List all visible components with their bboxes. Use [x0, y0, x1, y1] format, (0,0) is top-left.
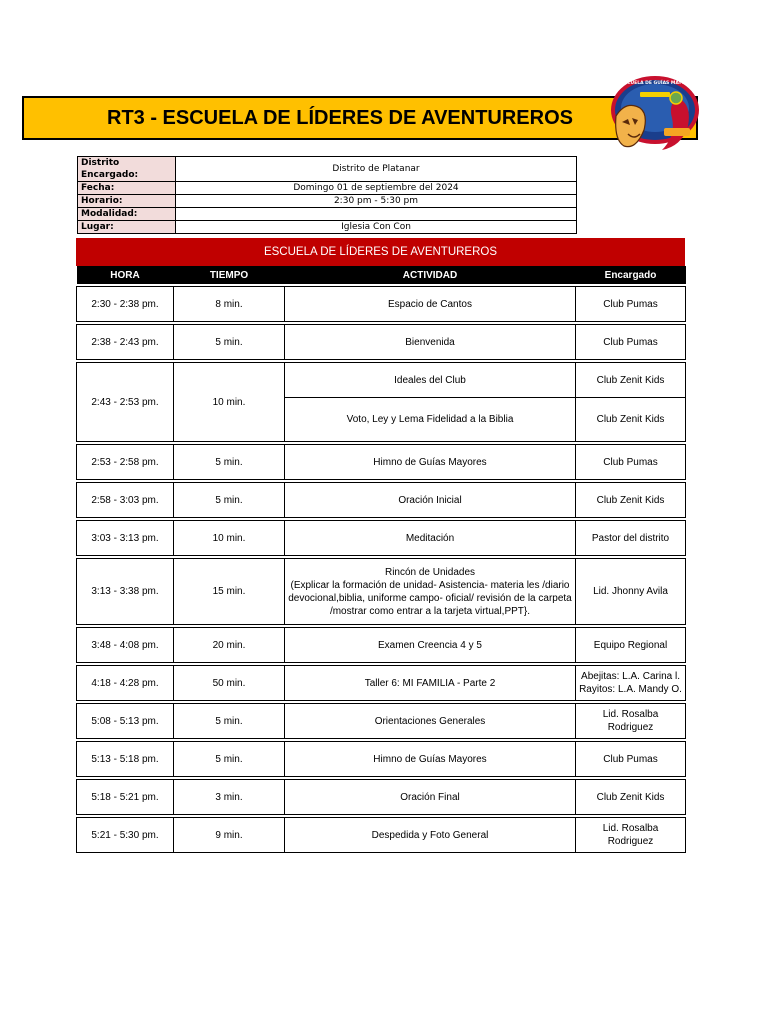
cell-hora: 5:18 - 5:21 pm. — [77, 780, 174, 815]
cell-encargado: Club Pumas — [576, 287, 686, 322]
table-row — [77, 704, 686, 739]
cell-actividad — [285, 666, 576, 701]
page-title: RT3 - ESCUELA DE LÍDERES DE AVENTUREROS — [107, 106, 573, 129]
col-tiempo-header: TIEMPO — [174, 266, 285, 284]
info-label: Horario: — [78, 195, 176, 208]
cell-actividad — [285, 445, 576, 480]
cell-actividad — [285, 287, 576, 322]
info-value: Iglesia Con Con — [176, 221, 577, 234]
cell-actividad: Voto, Ley y Lema Fidelidad a la Biblia — [285, 398, 576, 442]
table-row — [77, 780, 686, 815]
activity-title: Rincón de Unidades — [384, 566, 476, 578]
info-value: Domingo 01 de septiembre del 2024 — [176, 182, 577, 195]
activity-title: Taller 6: MI FAMILIA - Parte 2 — [364, 677, 496, 689]
info-label: Modalidad: — [78, 208, 176, 221]
table-row — [77, 445, 686, 480]
cell-encargado: Equipo Regional — [576, 628, 686, 663]
cell-tiempo: 5 min. — [174, 742, 285, 777]
schedule-table — [76, 266, 686, 855]
info-value — [176, 208, 577, 221]
cell-actividad — [285, 780, 576, 815]
table-row — [77, 483, 686, 518]
cell-encargado: Club Pumas — [576, 325, 686, 360]
table-row — [77, 559, 686, 625]
cell-hora: 2:43 - 2:53 pm. — [77, 363, 174, 442]
activity-title: Oración Final — [400, 791, 460, 803]
table-row — [77, 325, 686, 360]
cell-encargado: Club Zenit Kids — [576, 363, 686, 398]
cell-encargado: Pastor del distrito — [576, 521, 686, 556]
cell-actividad — [285, 742, 576, 777]
cell-hora: 2:58 - 3:03 pm. — [77, 483, 174, 518]
cell-tiempo: 15 min. — [174, 559, 285, 625]
cell-encargado: Club Zenit Kids — [576, 780, 686, 815]
cell-encargado: Club Zenit Kids — [576, 398, 686, 442]
activity-title: Himno de Guías Mayores — [373, 456, 487, 468]
schedule-title: ESCUELA DE LÍDERES DE AVENTUREROS — [76, 238, 685, 266]
cell-hora: 3:13 - 3:38 pm. — [77, 559, 174, 625]
table-row — [77, 521, 686, 556]
info-row — [78, 221, 577, 234]
table-row — [77, 363, 686, 398]
cell-actividad — [285, 325, 576, 360]
cell-encargado: Club Zenit Kids — [576, 483, 686, 518]
cell-actividad — [285, 818, 576, 853]
svg-text:ESCUELA DE GUÍAS MAYORES: ESCUELA DE GUÍAS MAYORES — [620, 81, 696, 86]
cell-encargado: Lid. Rosalba Rodriguez — [576, 704, 686, 739]
cell-encargado: Abejitas: L.A. Carina l. Rayitos: L.A. Mandy O. — [576, 666, 686, 701]
cell-hora: 3:03 - 3:13 pm. — [77, 521, 174, 556]
info-row — [78, 195, 577, 208]
info-value: 2:30 pm - 5:30 pm — [176, 195, 577, 208]
cell-tiempo: 3 min. — [174, 780, 285, 815]
table-row — [77, 287, 686, 322]
table-row — [77, 818, 686, 853]
cell-tiempo: 5 min. — [174, 325, 285, 360]
cell-tiempo: 5 min. — [174, 483, 285, 518]
activity-detail: (Explicar la formación de unidad- Asistencia- materia les /diario devocional,biblia, uniforme campo- oficial/ revisión de la carpeta /mostrar como entrar a la tarjeta virtual,PPT}. — [288, 579, 572, 617]
info-row — [78, 157, 577, 182]
cell-tiempo: 50 min. — [174, 666, 285, 701]
cell-hora: 3:48 - 4:08 pm. — [77, 628, 174, 663]
info-label: Lugar: — [78, 221, 176, 234]
cell-hora: 4:18 - 4:28 pm. — [77, 666, 174, 701]
col-encargado-header: Encargado — [576, 266, 686, 284]
schedule-section — [76, 238, 685, 855]
cell-hora: 2:30 - 2:38 pm. — [77, 287, 174, 322]
activity-title: Himno de Guías Mayores — [373, 753, 487, 765]
table-row — [77, 628, 686, 663]
activity-title: Despedida y Foto General — [371, 829, 489, 841]
activity-title: Espacio de Cantos — [388, 298, 472, 310]
info-value: Distrito de Platanar — [176, 157, 577, 182]
cell-encargado: Club Pumas — [576, 445, 686, 480]
info-label: Fecha: — [78, 182, 176, 195]
info-row — [78, 182, 577, 195]
cell-tiempo: 9 min. — [174, 818, 285, 853]
cell-tiempo: 20 min. — [174, 628, 285, 663]
cell-hora: 5:21 - 5:30 pm. — [77, 818, 174, 853]
info-table — [77, 156, 577, 234]
cell-hora: 5:13 - 5:18 pm. — [77, 742, 174, 777]
activity-title: Oración Inicial — [398, 494, 462, 506]
cell-actividad — [285, 559, 576, 625]
table-row — [77, 666, 686, 701]
cell-tiempo: 5 min. — [174, 704, 285, 739]
table-row — [77, 742, 686, 777]
activity-title: Meditación — [405, 532, 455, 544]
header-row — [77, 266, 686, 284]
col-hora-header: HORA — [77, 266, 174, 284]
cell-hora: 2:38 - 2:43 pm. — [77, 325, 174, 360]
cell-tiempo: 10 min. — [174, 363, 285, 442]
cell-actividad — [285, 483, 576, 518]
activity-title: Orientaciones Generales — [374, 715, 486, 727]
cell-hora: 2:53 - 2:58 pm. — [77, 445, 174, 480]
guias-mayores-logo — [606, 70, 700, 156]
cell-actividad — [285, 704, 576, 739]
col-actividad-header: ACTIVIDAD — [285, 266, 576, 284]
cell-tiempo: 5 min. — [174, 445, 285, 480]
info-row — [78, 208, 577, 221]
cell-encargado: Lid. Rosalba Rodriguez — [576, 818, 686, 853]
cell-tiempo: 10 min. — [174, 521, 285, 556]
activity-title: Bienvenida — [405, 336, 455, 348]
cell-hora: 5:08 - 5:13 pm. — [77, 704, 174, 739]
cell-encargado: Lid. Jhonny Avila — [576, 559, 686, 625]
cell-actividad: Ideales del Club — [285, 363, 576, 398]
cell-encargado: Club Pumas — [576, 742, 686, 777]
cell-actividad — [285, 521, 576, 556]
title-banner — [22, 96, 698, 140]
cell-tiempo: 8 min. — [174, 287, 285, 322]
cell-actividad — [285, 628, 576, 663]
info-label: Distrito Encargado: — [78, 157, 176, 182]
activity-title: Examen Creencia 4 y 5 — [378, 639, 482, 651]
